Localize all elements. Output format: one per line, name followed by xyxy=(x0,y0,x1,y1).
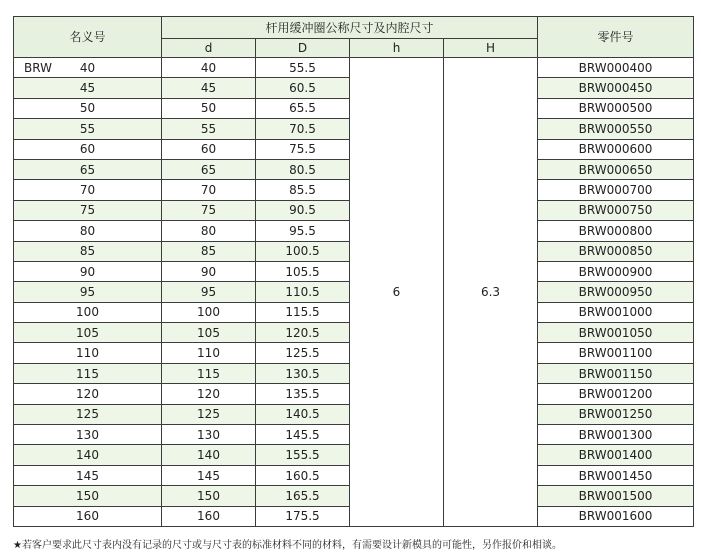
cell-d: 115 xyxy=(162,363,256,383)
cell-H-merged: 6.3 xyxy=(444,58,538,527)
cell-d: 100 xyxy=(162,302,256,322)
header-d: d xyxy=(162,39,256,58)
cell-D: 75.5 xyxy=(256,139,350,159)
footnote: ★若客户要求此尺寸表内没有记录的尺寸或与尺寸表的标准材料不同的材料，有需要设计新模具的可能性，另作报价和相谈。 xyxy=(13,540,562,551)
cell-nominal-size xyxy=(14,78,162,98)
cell-D: 130.5 xyxy=(256,363,350,383)
nominal-size-value: 110 xyxy=(76,346,99,361)
cell-nominal-size xyxy=(14,119,162,139)
cell-nominal-size xyxy=(14,241,162,261)
cell-part-number: BRW001600 xyxy=(538,506,694,526)
cell-nominal-size xyxy=(14,282,162,302)
cell-D: 90.5 xyxy=(256,200,350,220)
nominal-size-value: 105 xyxy=(76,325,99,340)
cell-part-number: BRW000500 xyxy=(538,98,694,118)
header-name: 名义号 xyxy=(14,17,162,58)
cell-d: 40 xyxy=(162,58,256,78)
cell-D: 155.5 xyxy=(256,445,350,465)
cell-part-number: BRW000700 xyxy=(538,180,694,200)
cell-nominal-size xyxy=(14,465,162,485)
cell-nominal-size xyxy=(14,200,162,220)
cell-d: 80 xyxy=(162,221,256,241)
cell-D: 55.5 xyxy=(256,58,350,78)
cell-d: 105 xyxy=(162,323,256,343)
cell-nominal-size xyxy=(14,425,162,445)
cell-nominal-size xyxy=(14,98,162,118)
cell-nominal-size xyxy=(14,404,162,424)
nominal-size-value: 75 xyxy=(79,203,96,218)
cell-d: 90 xyxy=(162,261,256,281)
cell-part-number: BRW000600 xyxy=(538,139,694,159)
cell-nominal-size xyxy=(14,302,162,322)
cell-nominal-size xyxy=(14,58,162,78)
cell-nominal-size xyxy=(14,159,162,179)
nominal-size-value: 120 xyxy=(76,386,99,401)
cell-nominal-size xyxy=(14,180,162,200)
cell-d: 160 xyxy=(162,506,256,526)
cell-nominal-size xyxy=(14,363,162,383)
nominal-size-value: 145 xyxy=(76,468,99,483)
cell-part-number: BRW001100 xyxy=(538,343,694,363)
cell-part-number: BRW001400 xyxy=(538,445,694,465)
cell-nominal-size xyxy=(14,343,162,363)
cell-part-number: BRW001000 xyxy=(538,302,694,322)
cell-nominal-size xyxy=(14,486,162,506)
header-dimensions-group: 杆用缓冲圈公称尺寸及内腔尺寸 xyxy=(162,17,538,39)
cell-nominal-size xyxy=(14,445,162,465)
cell-part-number: BRW001250 xyxy=(538,404,694,424)
cell-part-number: BRW001300 xyxy=(538,425,694,445)
table-row xyxy=(14,58,694,78)
nominal-size-value: 45 xyxy=(79,81,96,96)
cell-nominal-size xyxy=(14,506,162,526)
cell-D: 145.5 xyxy=(256,425,350,445)
cell-part-number: BRW000650 xyxy=(538,159,694,179)
cell-d: 95 xyxy=(162,282,256,302)
table-header xyxy=(14,17,694,58)
cell-d: 65 xyxy=(162,159,256,179)
nominal-size-value: 150 xyxy=(76,488,99,503)
nominal-size-value: 40 xyxy=(79,60,96,75)
nominal-size-value: 115 xyxy=(76,366,99,381)
header-D: D xyxy=(256,39,350,58)
cell-D: 160.5 xyxy=(256,465,350,485)
cell-nominal-size xyxy=(14,139,162,159)
cell-D: 120.5 xyxy=(256,323,350,343)
cell-part-number: BRW000900 xyxy=(538,261,694,281)
series-prefix: BRW xyxy=(24,60,52,75)
cell-part-number: BRW000850 xyxy=(538,241,694,261)
nominal-size-value: 90 xyxy=(79,264,96,279)
cell-D: 65.5 xyxy=(256,98,350,118)
cell-part-number: BRW001450 xyxy=(538,465,694,485)
cell-d: 130 xyxy=(162,425,256,445)
cell-D: 175.5 xyxy=(256,506,350,526)
cell-part-number: BRW000750 xyxy=(538,200,694,220)
header-h: h xyxy=(350,39,444,58)
cell-nominal-size xyxy=(14,221,162,241)
header-part-number: 零件号 xyxy=(538,17,694,58)
nominal-size-value: 60 xyxy=(79,142,96,157)
cell-d: 125 xyxy=(162,404,256,424)
cell-part-number: BRW000400 xyxy=(538,58,694,78)
nominal-size-value: 130 xyxy=(76,427,99,442)
nominal-size-value: 50 xyxy=(79,101,96,116)
cell-part-number: BRW000550 xyxy=(538,119,694,139)
nominal-size-value: 70 xyxy=(79,183,96,198)
cell-nominal-size xyxy=(14,261,162,281)
cell-D: 70.5 xyxy=(256,119,350,139)
cell-part-number: BRW000450 xyxy=(538,78,694,98)
cell-d: 85 xyxy=(162,241,256,261)
cell-d: 145 xyxy=(162,465,256,485)
cell-nominal-size xyxy=(14,323,162,343)
cell-D: 105.5 xyxy=(256,261,350,281)
cell-d: 45 xyxy=(162,78,256,98)
cell-part-number: BRW000950 xyxy=(538,282,694,302)
cell-d: 150 xyxy=(162,486,256,506)
nominal-size-value: 125 xyxy=(76,407,99,422)
cell-d: 75 xyxy=(162,200,256,220)
nominal-size-value: 80 xyxy=(79,223,96,238)
nominal-size-value: 100 xyxy=(76,305,99,320)
nominal-size-value: 65 xyxy=(79,162,96,177)
cell-d: 70 xyxy=(162,180,256,200)
cell-D: 135.5 xyxy=(256,384,350,404)
cell-D: 140.5 xyxy=(256,404,350,424)
cell-D: 60.5 xyxy=(256,78,350,98)
spec-table xyxy=(13,16,694,527)
cell-d: 60 xyxy=(162,139,256,159)
nominal-size-value: 140 xyxy=(76,448,99,463)
cell-d: 55 xyxy=(162,119,256,139)
cell-d: 50 xyxy=(162,98,256,118)
cell-part-number: BRW001150 xyxy=(538,363,694,383)
cell-d: 120 xyxy=(162,384,256,404)
cell-part-number: BRW001500 xyxy=(538,486,694,506)
cell-D: 80.5 xyxy=(256,159,350,179)
cell-D: 125.5 xyxy=(256,343,350,363)
header-H: H xyxy=(444,39,538,58)
cell-D: 165.5 xyxy=(256,486,350,506)
cell-d: 110 xyxy=(162,343,256,363)
cell-D: 110.5 xyxy=(256,282,350,302)
nominal-size-value: 55 xyxy=(79,121,96,136)
cell-part-number: BRW001200 xyxy=(538,384,694,404)
cell-d: 140 xyxy=(162,445,256,465)
cell-D: 95.5 xyxy=(256,221,350,241)
cell-D: 100.5 xyxy=(256,241,350,261)
cell-nominal-size xyxy=(14,384,162,404)
nominal-size-value: 85 xyxy=(79,244,96,259)
cell-part-number: BRW001050 xyxy=(538,323,694,343)
cell-D: 115.5 xyxy=(256,302,350,322)
table-body xyxy=(14,58,694,527)
nominal-size-value: 160 xyxy=(76,509,99,524)
nominal-size-value: 95 xyxy=(79,284,96,299)
cell-D: 85.5 xyxy=(256,180,350,200)
cell-h-merged: 6 xyxy=(350,58,444,527)
cell-part-number: BRW000800 xyxy=(538,221,694,241)
